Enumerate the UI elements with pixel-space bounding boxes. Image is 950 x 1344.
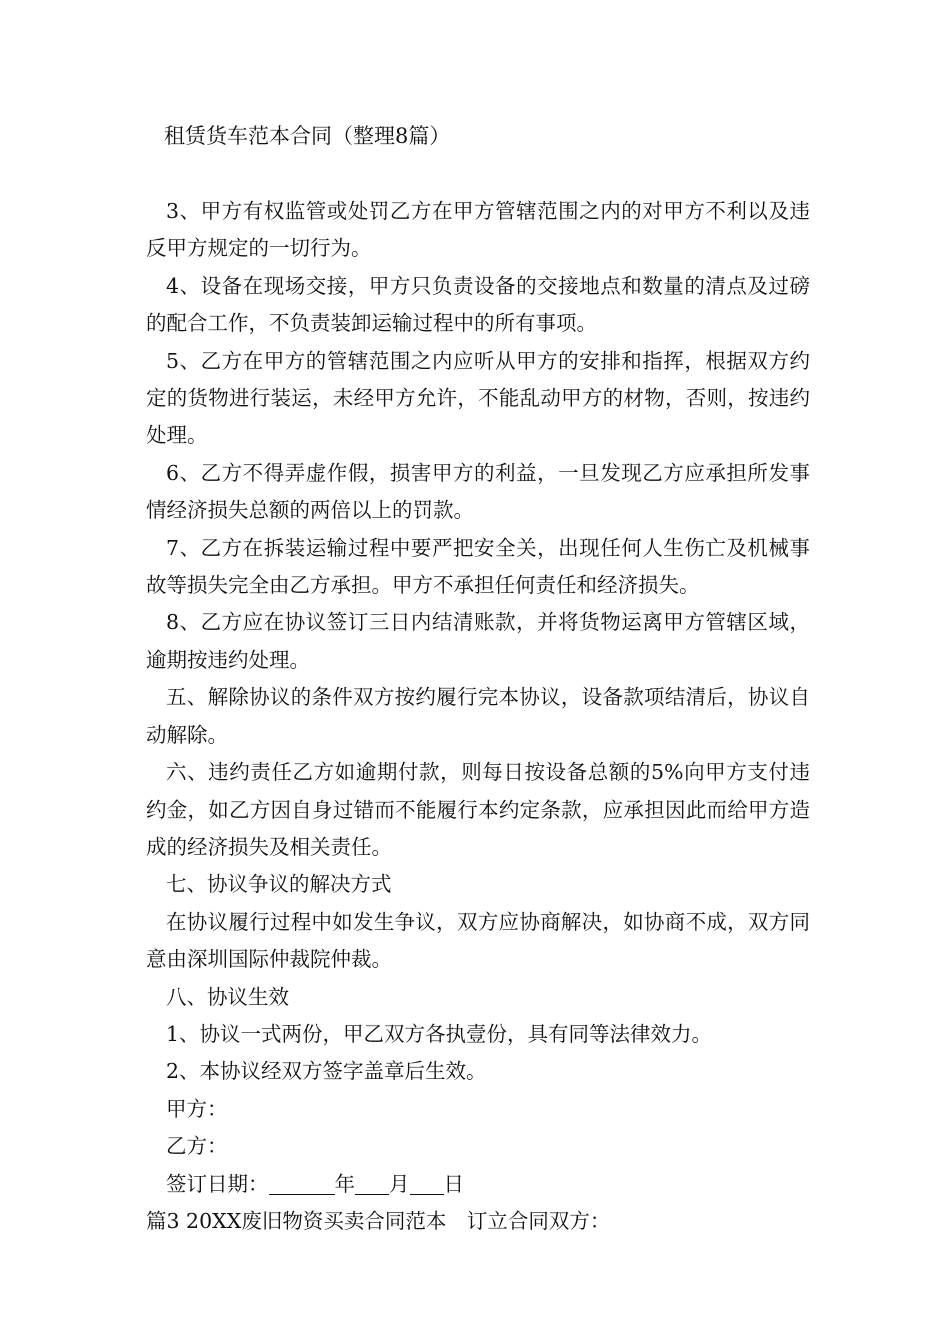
month-label: 月 [389, 1171, 410, 1196]
document-title: 租赁货车范本合同（整理8篇） [164, 124, 451, 148]
day-blank [410, 1172, 444, 1195]
year-blank [269, 1172, 335, 1195]
sign-date-label: 签订日期： [166, 1171, 269, 1196]
clause-4: 4、设备在现场交接，甲方只负责设备的交接地点和数量的清点及过磅的配合工作，不负责装卸运输过程中的所有事项。 [146, 273, 810, 336]
clause-5: 5、乙方在甲方的管辖范围之内应听从甲方的安排和指挥，根据双方约定的货物进行装运，未经甲方允许，不能乱动甲方的材物，否则，按违约处理。 [146, 348, 810, 448]
clause-3: 3、甲方有权监管或处罚乙方在甲方管辖范围之内的对甲方不利以及违反甲方规定的一切行为。 [146, 199, 810, 261]
clause-8: 8、乙方应在协议签订三日内结清账款，并将货物运离甲方管辖区域，逾期按违约处理。 [146, 610, 810, 672]
clause-7: 7、乙方在拆装运输过程中要严把安全关，出现任何人生伤亡及机械事故等损失完全由乙方承担。甲方不承担任何责任和经济损失。 [146, 535, 810, 598]
day-label: 日 [443, 1171, 464, 1196]
section-7-body: 在协议履行过程中如发生争议，双方应协商解决，如协商不成，双方同意由深圳国际仲裁院仲裁。 [146, 909, 810, 972]
year-label: 年 [334, 1171, 355, 1196]
document-body [146, 193, 810, 1240]
effect-clause-2: 2、本协议经双方签字盖章后生效。 [166, 1059, 487, 1084]
next-section-heading: 篇3 20XX废旧物资买卖合同范本 订立合同双方： [146, 1208, 611, 1233]
sign-date-line [146, 1166, 810, 1203]
section-8-heading: 八、协议生效 [166, 984, 289, 1009]
effect-clause-1: 1、协议一式两份，甲乙双方各执壹份，具有同等法律效力。 [166, 1021, 713, 1046]
party-b-label: 乙方： [166, 1134, 228, 1159]
clause-6: 6、乙方不得弄虚作假，损害甲方的利益，一旦发现乙方应承担所发事情经济损失总额的两倍以上的罚款。 [146, 460, 810, 523]
section-5-termination: 五、解除协议的条件双方按约履行完本协议，设备款项结清后，协议自动解除。 [146, 685, 810, 747]
section-6-liability: 六、违约责任乙方如逾期付款，则每日按设备总额的5%向甲方支付违约金，如乙方因自身过错而不能履行本约定条款，应承担因此而给甲方造成的经济损失及相关责任。 [146, 760, 810, 859]
month-blank [355, 1172, 389, 1195]
section-7-heading: 七、协议争议的解决方式 [166, 872, 392, 897]
party-a-label: 甲方： [166, 1096, 228, 1121]
